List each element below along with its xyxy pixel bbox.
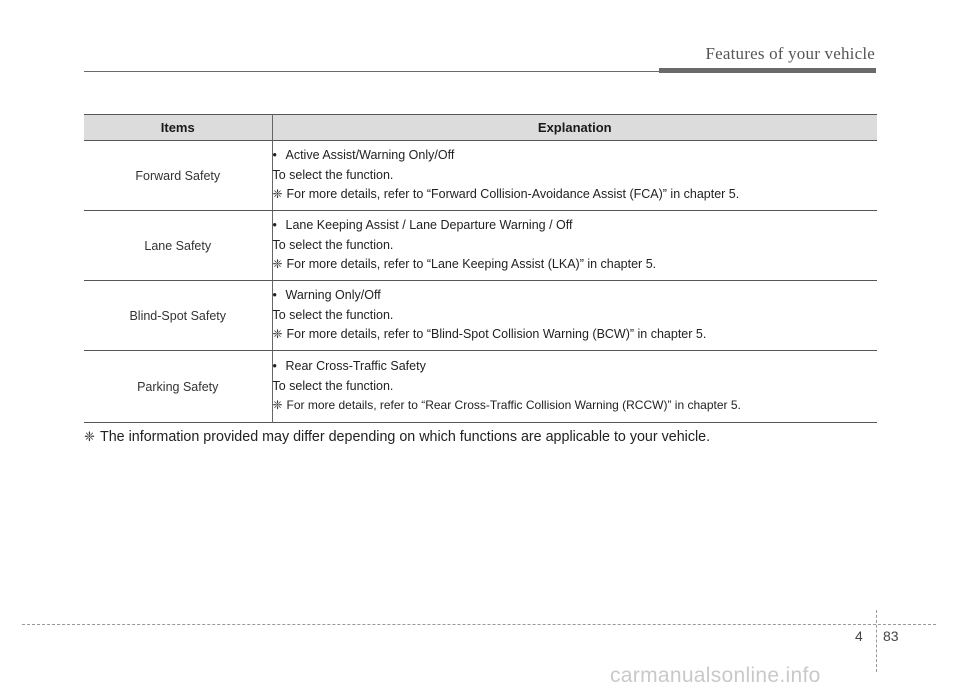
option-line: [273, 216, 878, 236]
bullet-icon: •: [272, 288, 277, 303]
header-rule-bar: [659, 68, 876, 73]
watermark: carmanualsonline.info: [610, 664, 821, 687]
footnote-text: The information provided may differ depending on which functions are applicable to your vehicle.: [100, 429, 711, 445]
bullet-icon: •: [272, 359, 277, 374]
bullet-icon: •: [272, 148, 277, 163]
note-text: For more details, refer to “Lane Keeping Assist (LKA)” in chapter 5.: [286, 257, 657, 272]
section-title: Features of your vehicle: [705, 44, 875, 63]
item-name: Blind-Spot Safety: [84, 281, 272, 351]
instruction-text: To select the function.: [272, 167, 394, 182]
note-mark-icon: ❈: [272, 257, 283, 272]
note-line: [273, 396, 878, 416]
table-header-row: [84, 115, 877, 141]
item-name: Parking Safety: [84, 351, 272, 423]
features-table: [84, 114, 877, 423]
item-explanation: [272, 211, 877, 281]
instruction-text: To select the function.: [272, 307, 394, 322]
note-line: [273, 325, 878, 345]
instruction-text: To select the function.: [272, 378, 394, 393]
note-line: [273, 255, 878, 275]
bullet-icon: •: [272, 218, 277, 233]
footer-divider: [22, 624, 936, 625]
option-line: [273, 357, 878, 377]
item-explanation: [272, 281, 877, 351]
header-rule: [84, 71, 659, 72]
note-mark-icon: ❈: [272, 327, 283, 342]
option-text: Rear Cross-Traffic Safety: [285, 359, 426, 374]
note-text: For more details, refer to “Rear Cross-Traffic Collision Warning (RCCW)” in chapter 5.: [286, 398, 741, 413]
item-name: Forward Safety: [84, 141, 272, 211]
footnote: [84, 429, 710, 445]
table-row: [84, 351, 877, 423]
option-line: [273, 146, 878, 166]
item-explanation: [272, 141, 877, 211]
note-mark-icon: ❈: [272, 398, 283, 413]
note-line: [273, 185, 878, 205]
note-mark-icon: ❈: [272, 187, 283, 202]
table-row: [84, 141, 877, 211]
note-text: For more details, refer to “Blind-Spot Collision Warning (BCW)” in chapter 5.: [286, 327, 707, 342]
instruction-text: To select the function.: [272, 237, 394, 252]
column-header-explanation: Explanation: [272, 115, 877, 141]
chapter-number: 4: [855, 628, 863, 644]
page-number: 83: [883, 628, 899, 644]
table-row: [84, 281, 877, 351]
footer-page-separator: [876, 610, 877, 672]
option-text: Active Assist/Warning Only/Off: [285, 148, 455, 163]
column-header-items: Items: [84, 115, 272, 141]
option-text: Warning Only/Off: [285, 288, 381, 303]
item-explanation: [272, 351, 877, 423]
option-text: Lane Keeping Assist / Lane Departure Warning / Off: [285, 218, 573, 233]
table-row: [84, 211, 877, 281]
note-mark-icon: ❈: [84, 429, 95, 444]
item-name: Lane Safety: [84, 211, 272, 281]
note-text: For more details, refer to “Forward Collision-Avoidance Assist (FCA)” in chapter 5.: [286, 187, 740, 202]
option-line: [273, 286, 878, 306]
